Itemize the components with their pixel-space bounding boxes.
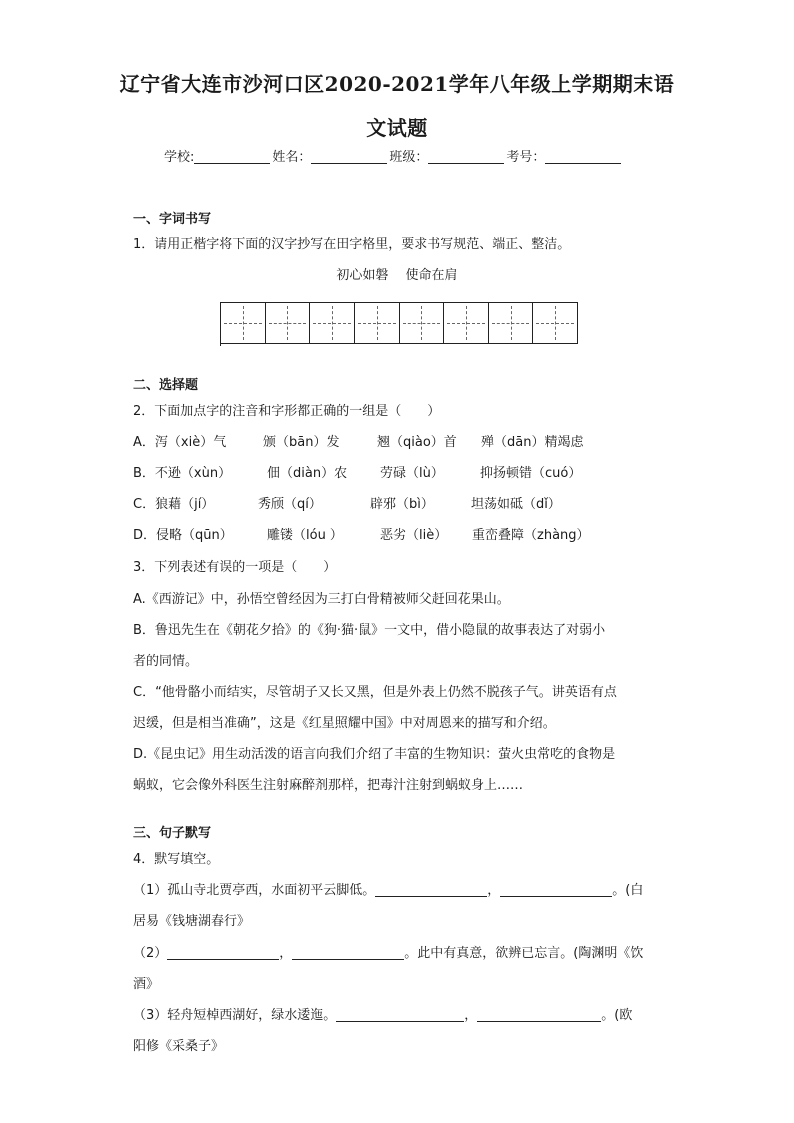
fill-3-blank-b[interactable] [477, 1007, 601, 1022]
section2-heading: 二、选择题 [133, 378, 199, 393]
question-2-stem: 2．下面加点字的注音和字形都正确的一组是（ ） [133, 404, 441, 419]
q2-option-d-3: 恶劣（liè） [380, 528, 448, 543]
exam-title-line2: 文试题 [366, 116, 428, 140]
section3-heading: 三、句子默写 [133, 826, 212, 841]
q3-option-b[interactable]: B．鲁迅先生在《朝花夕拾》的《狗·猫·鼠》一文中，借小隐鼠的故事表达了对弱小 [133, 623, 606, 638]
q2-option-a-3: 翘（qiào）首 [377, 435, 457, 450]
fill-item-3 [133, 1004, 632, 1023]
fill-2-tail: 。此中有真意，欲辨已忘言。(陶渊明《饮 [404, 946, 644, 961]
fill-item-2-source: 酒》 [133, 977, 160, 992]
fill-2-blank-b[interactable] [292, 945, 404, 960]
fill-item-1 [133, 879, 643, 898]
grid-cell[interactable] [400, 303, 445, 343]
copy-phrase: 初心如磐 使命在肩 [336, 268, 458, 283]
question-3-stem: 3．下列表述有误的一项是（ ） [133, 560, 337, 575]
question-4-stem: 4．默写填空。 [133, 852, 220, 867]
q3-option-d-cont: 蜗蚁，它会像外科医生注射麻醉剂那样，把毒汁注射到蜗蚁身上…… [133, 778, 524, 793]
fill-3-text: （3）轻舟短棹西湖好，绿水逶迤。 [133, 1008, 337, 1023]
student-info-row [164, 146, 623, 165]
name-label: 姓名： [272, 150, 312, 165]
q2-option-a-1[interactable]: A．泻（xiè）气 [133, 435, 227, 450]
q2-option-d-2: 雕镂（lóu ） [267, 528, 343, 543]
grid-cell[interactable] [533, 303, 577, 343]
fill-1-blank-a[interactable] [375, 882, 487, 897]
fill-3-comma: ， [464, 1008, 478, 1023]
fill-2-comma: ， [279, 946, 293, 961]
grid-cell[interactable] [355, 303, 400, 343]
q2-option-a-2: 颁（bān）发 [263, 435, 340, 450]
name-blank[interactable] [311, 149, 387, 164]
fill-item-2 [133, 942, 643, 961]
id-blank[interactable] [545, 149, 621, 164]
fill-3-tail: 。(欧 [601, 1008, 633, 1023]
fill-3-blank-a[interactable] [336, 1007, 464, 1022]
fill-1-comma: ， [487, 883, 501, 898]
class-label: 班级： [389, 150, 429, 165]
fill-2-num: （2） [133, 946, 168, 961]
fill-1-text: （1）孤山寺北贾亭西，水面初平云脚低。 [133, 883, 376, 898]
grid-cell[interactable] [489, 303, 534, 343]
fill-item-1-source: 居易《钱塘湖春行》 [133, 914, 251, 929]
fill-1-tail: 。(白 [612, 883, 644, 898]
q2-option-a-4: 殚（dān）精竭虑 [481, 435, 584, 450]
q3-option-d[interactable]: D.《昆虫记》用生动活泼的语言向我们介绍了丰富的生物知识：萤火虫常吃的食物是 [133, 747, 616, 762]
grid-tick [220, 342, 221, 346]
q2-option-b-1[interactable]: B．不逊（xùn） [133, 466, 232, 481]
q3-option-c-cont: 迟缓，但是相当准确”，这是《红星照耀中国》中对周恩来的描写和介绍。 [133, 716, 556, 731]
grid-cell[interactable] [221, 303, 266, 343]
q3-option-b-cont: 者的同情。 [133, 654, 199, 669]
grid-cell[interactable] [266, 303, 311, 343]
fill-item-3-source: 阳修《采桑子》 [133, 1039, 225, 1054]
q2-option-c-3: 辟邪（bì） [370, 497, 434, 512]
q2-option-d-1[interactable]: D．侵略（qūn） [133, 528, 233, 543]
fill-1-blank-b[interactable] [500, 882, 612, 897]
q3-option-c[interactable]: C．“他骨骼小而结实，尽管胡子又长又黑，但是外表上仍然不脱孩子气。讲英语有点 [133, 685, 617, 700]
id-label: 考号： [506, 150, 546, 165]
q2-option-c-2: 秀颀（qí） [258, 497, 322, 512]
school-label: 学校: [164, 150, 195, 165]
school-blank[interactable] [194, 149, 270, 164]
q2-option-b-3: 劳碌（lù） [380, 466, 444, 481]
section1-heading: 一、字词书写 [133, 212, 212, 227]
q2-option-c-4: 坦荡如砥（dǐ） [471, 497, 561, 512]
grid-cell[interactable] [310, 303, 355, 343]
q2-option-d-4: 重峦叠障（zhàng） [472, 528, 590, 543]
exam-title-line1: 辽宁省大连市沙河口区2020-2021学年八年级上学期期末语 [119, 72, 675, 96]
q2-option-c-1[interactable]: C．狼藉（jí） [133, 497, 215, 512]
tianzige-grid[interactable] [220, 302, 578, 344]
q2-option-b-4: 抑扬顿错（cuó） [480, 466, 582, 481]
fill-2-blank-a[interactable] [167, 945, 279, 960]
question-1: 1．请用正楷字将下面的汉字抄写在田字格里，要求书写规范、端正、整洁。 [133, 237, 571, 252]
q2-option-b-2: 佃（diàn）农 [267, 466, 348, 481]
q3-option-a[interactable]: A.《西游记》中，孙悟空曾经因为三打白骨精被师父赶回花果山。 [133, 592, 510, 607]
grid-cell[interactable] [444, 303, 489, 343]
class-blank[interactable] [428, 149, 504, 164]
